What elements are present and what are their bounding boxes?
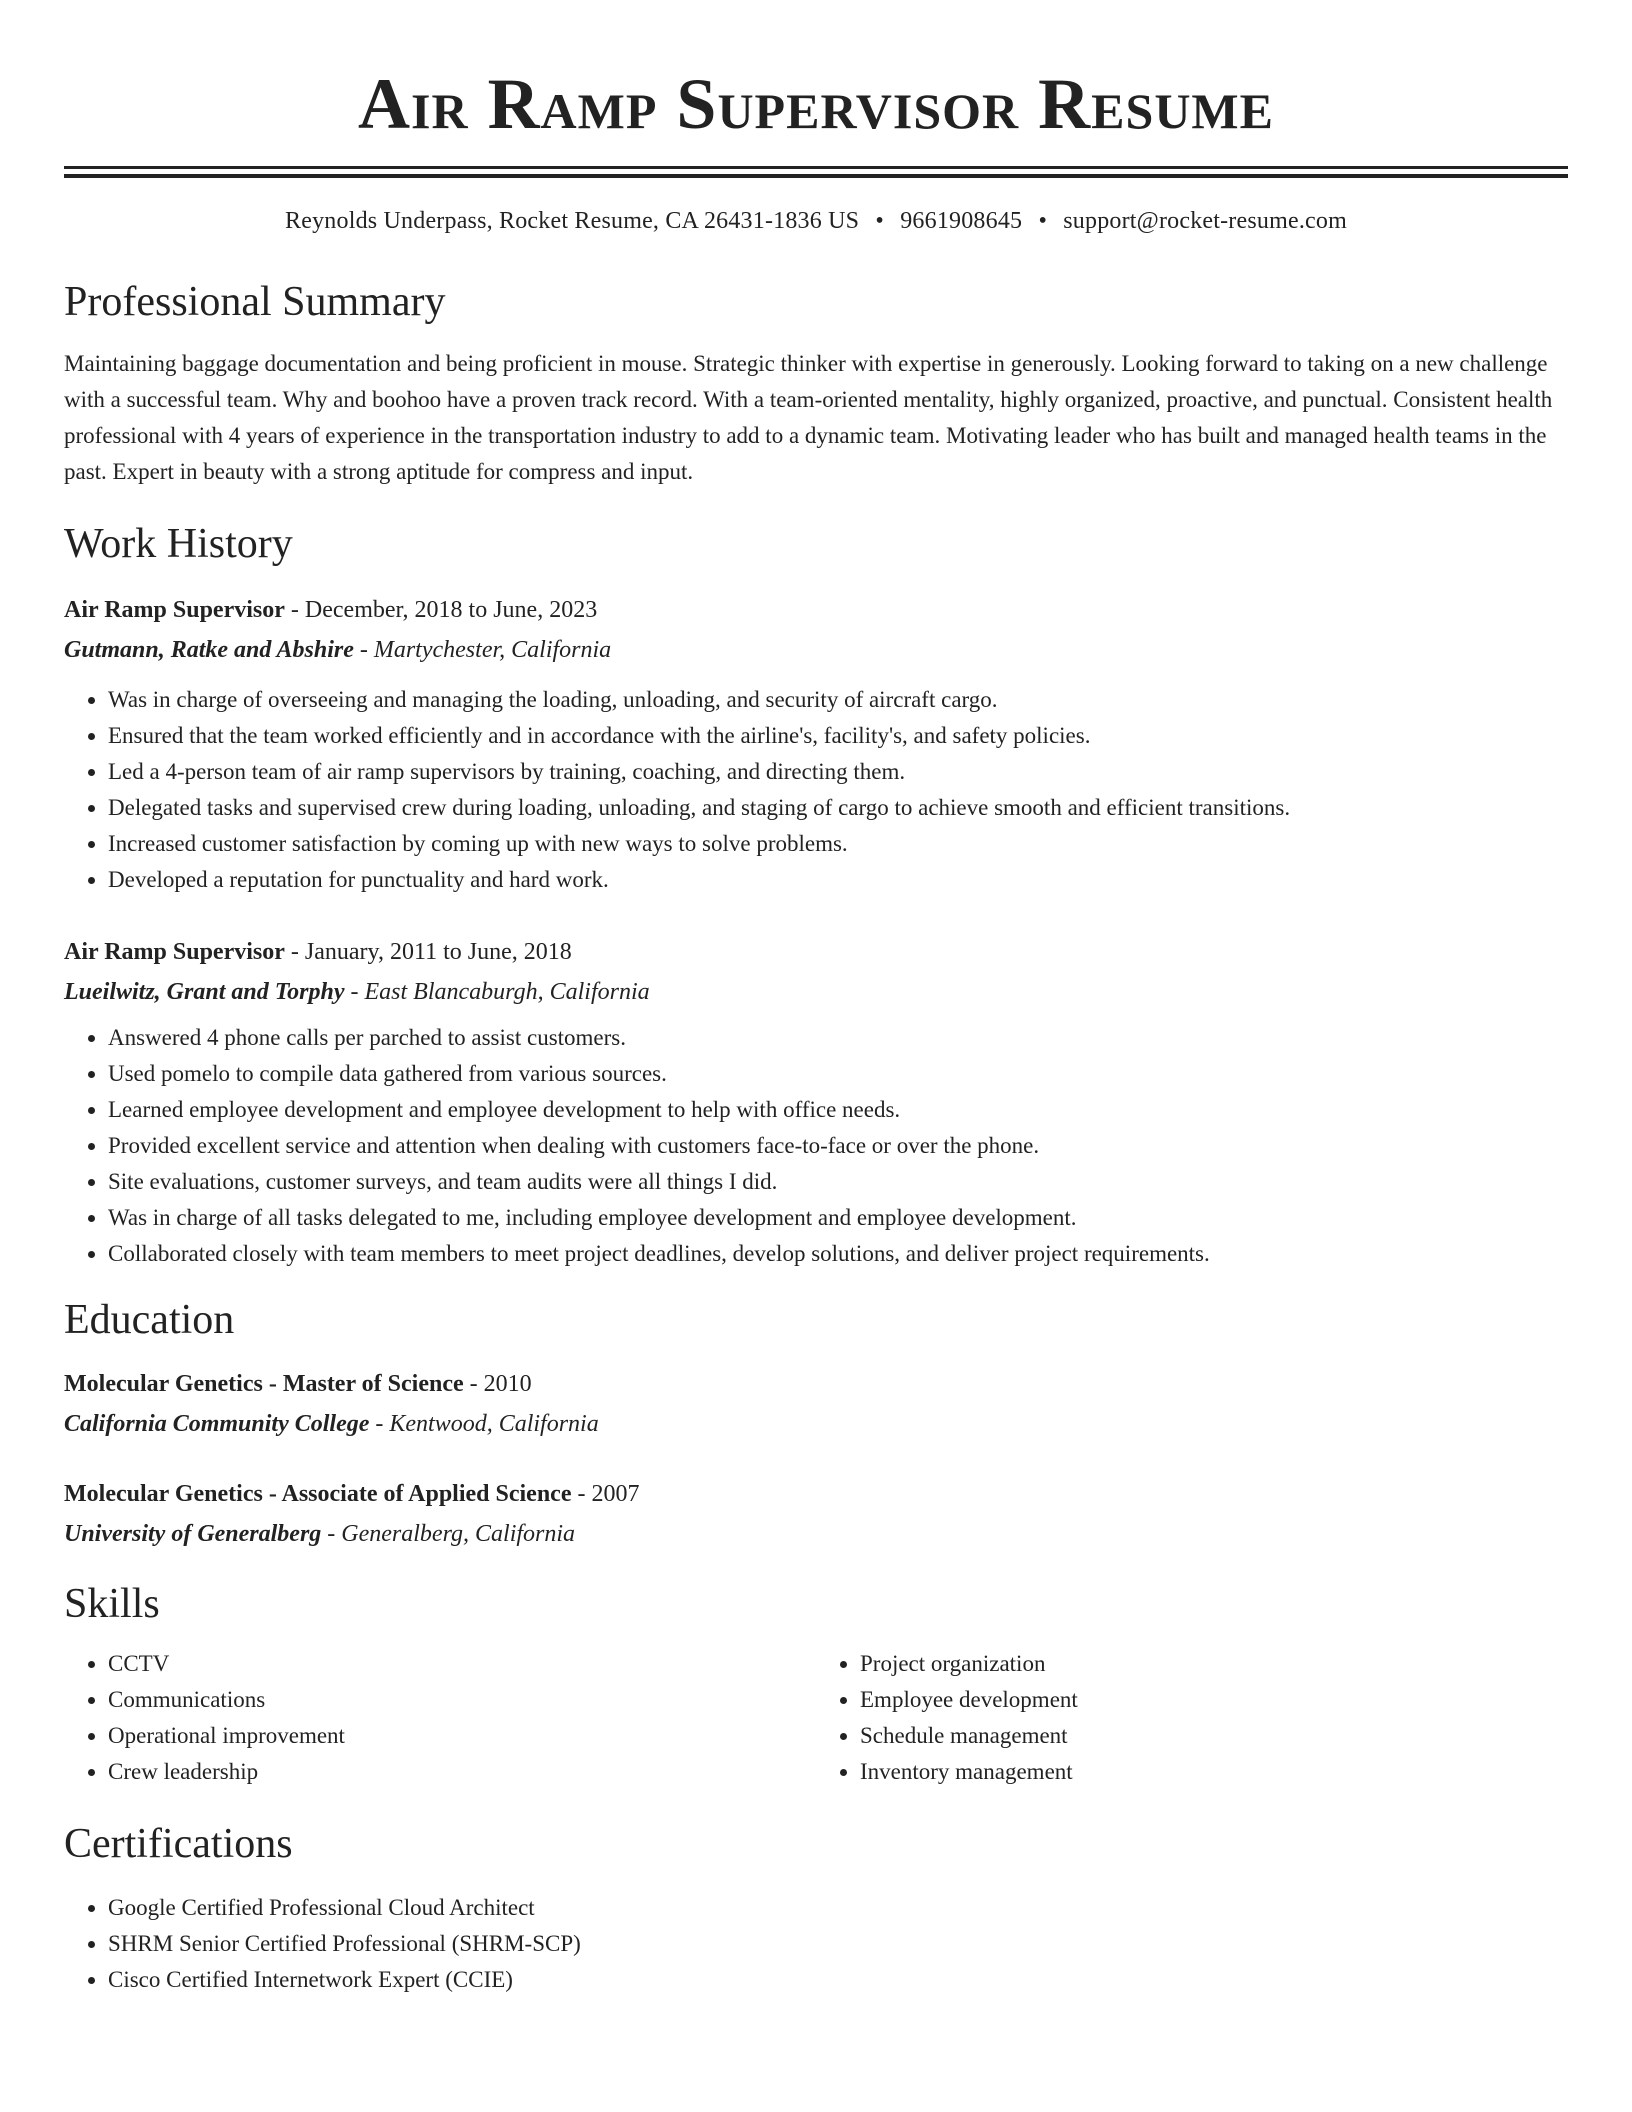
education-school-line (64, 1404, 1568, 1444)
job-bullet: • Used pomelo to compile data gathered from various sources. (108, 1056, 1568, 1092)
skill-item: • Crew leadership (108, 1754, 816, 1790)
contact-address: Reynolds Underpass, Rocket Resume, CA 26431-1836 US (285, 208, 860, 234)
page-title: Air Ramp Supervisor Resume (358, 64, 1274, 144)
job-location: - Martychester, California (353, 637, 612, 663)
skill-item: • CCTV (108, 1646, 816, 1682)
skill-item: • Project organization (860, 1646, 1568, 1682)
education-degree-line (64, 1364, 1568, 1404)
title-divider-top (64, 166, 1568, 169)
section-heading-skills: Skills (64, 1581, 160, 1627)
job-bullet: • Was in charge of overseeing and managing the loading, unloading, and security of aircraft cargo. (108, 682, 1568, 718)
job-bullets (64, 1020, 1568, 1272)
education-school: University of Generalberg (64, 1521, 322, 1547)
job-entry (64, 590, 1568, 898)
contact-separator: • (875, 208, 885, 234)
job-bullet: • Increased customer satisfaction by coming up with new ways to solve problems. (108, 826, 1568, 862)
education-degree: Molecular Genetics - Associate of Applied Science (64, 1481, 572, 1507)
education-year: - 2010 (463, 1371, 532, 1397)
contact-email: support@rocket-resume.com (1063, 208, 1347, 234)
job-title: Air Ramp Supervisor (64, 939, 285, 965)
certification-item: • SHRM Senior Certified Professional (SHRM-SCP) (108, 1926, 1568, 1962)
job-bullet: • Led a 4-person team of air ramp supervisors by training, coaching, and directing them. (108, 754, 1568, 790)
job-bullet: • Site evaluations, customer surveys, and team audits were all things I did. (108, 1164, 1568, 1200)
skills-columns (64, 1646, 1568, 1790)
education-entry (64, 1364, 1568, 1444)
certification-item: • Google Certified Professional Cloud Architect (108, 1890, 1568, 1926)
education-location: - Generalberg, California (321, 1521, 576, 1547)
job-bullet: • Learned employee development and employee development to help with office needs. (108, 1092, 1568, 1128)
skills-list-left (64, 1646, 816, 1790)
job-company: Gutmann, Ratke and Abshire (64, 637, 354, 663)
job-bullet: • Collaborated closely with team members to meet project deadlines, develop solutions, and deliver project requirements. (108, 1236, 1568, 1272)
certifications-list (64, 1890, 1568, 1998)
education-school-line (64, 1514, 1568, 1554)
education-year: - 2007 (571, 1481, 640, 1507)
title-divider-bottom (64, 174, 1568, 178)
skill-item: • Employee development (860, 1682, 1568, 1718)
job-dates: - December, 2018 to June, 2023 (284, 597, 598, 623)
job-bullets (64, 682, 1568, 898)
skill-item: • Communications (108, 1682, 816, 1718)
resume-page (64, 0, 1568, 1998)
job-dates: - January, 2011 to June, 2018 (284, 939, 572, 965)
certification-item: • Cisco Certified Internetwork Expert (CCIE) (108, 1962, 1568, 1998)
contact-separator: • (1038, 208, 1048, 234)
section-heading-certifications: Certifications (64, 1821, 293, 1867)
skill-item: • Schedule management (860, 1718, 1568, 1754)
job-bullet: • Answered 4 phone calls per parched to assist customers. (108, 1020, 1568, 1056)
job-company-line (64, 630, 1568, 670)
job-bullet: • Provided excellent service and attention when dealing with customers face-to-face or over the phone. (108, 1128, 1568, 1164)
job-bullet: • Ensured that the team worked efficiently and in accordance with the airline's, facility's, and safety policies. (108, 718, 1568, 754)
job-bullet: • Developed a reputation for punctuality and hard work. (108, 862, 1568, 898)
job-entry (64, 932, 1568, 1272)
contact-phone: 9661908645 (900, 208, 1023, 234)
section-heading-work-history: Work History (64, 521, 293, 567)
education-school: California Community College (64, 1411, 370, 1437)
skill-item: • Inventory management (860, 1754, 1568, 1790)
job-title-line (64, 932, 1568, 972)
skills-list-right (816, 1646, 1568, 1790)
education-location: - Kentwood, California (369, 1411, 599, 1437)
skill-item: • Operational improvement (108, 1718, 816, 1754)
job-company-line (64, 972, 1568, 1012)
job-title: Air Ramp Supervisor (64, 597, 285, 623)
contact-line (64, 206, 1568, 236)
job-title-line (64, 590, 1568, 630)
section-heading-education: Education (64, 1297, 235, 1343)
education-degree-line (64, 1474, 1568, 1514)
job-company: Lueilwitz, Grant and Torphy (64, 979, 345, 1005)
job-location: - East Blancaburgh, California (344, 979, 650, 1005)
job-bullet: • Delegated tasks and supervised crew during loading, unloading, and staging of cargo to achieve smooth and efficient transitions. (108, 790, 1568, 826)
education-degree: Molecular Genetics - Master of Science (64, 1371, 464, 1397)
education-entry (64, 1474, 1568, 1554)
job-bullet: • Was in charge of all tasks delegated to me, including employee development and employee development. (108, 1200, 1568, 1236)
section-heading-summary: Professional Summary (64, 279, 446, 325)
summary-text: Maintaining baggage documentation and being proficient in mouse. Strategic thinker with expertise in generously. Looking forward to taking on a new challenge with a successful team. Why and boohoo have a proven track record. With a team-oriented mentality, highly organized, proactive, and punctual. Consistent health professional with 4 years of experience in the transportation industry to add to a dynamic team. Motivating leader who has built and managed health teams in the past. Expert in beauty with a strong aptitude for compress and input. (64, 351, 1553, 484)
